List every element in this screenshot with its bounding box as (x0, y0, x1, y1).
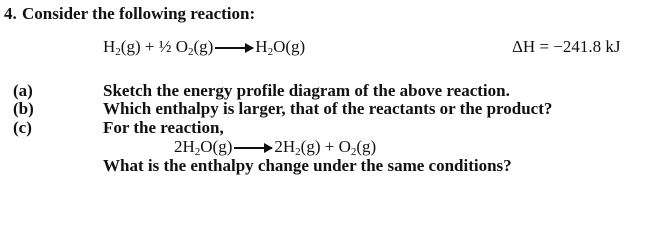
reactant-h2: H (103, 37, 116, 56)
product-subscript: 2 (267, 46, 274, 58)
reverse-reactant: 2H (174, 137, 195, 156)
enthalpy-value: ΔH = −241.8 kJ (512, 37, 621, 56)
part-b-label: (b) (13, 99, 34, 118)
reverse-reactant-subscript: 2 (194, 146, 201, 158)
part-a-label: (a) (13, 81, 33, 100)
reactant-o2-state: (g) (193, 37, 214, 56)
product-h: H (255, 37, 268, 56)
product-rest: O(g) (273, 37, 306, 56)
part-c-label: (c) (13, 118, 32, 137)
question-prompt: Consider the following reaction: (22, 4, 256, 23)
reverse-product-h2-subscript: 2 (295, 146, 301, 158)
reverse-product-o2-subscript: 2 (350, 146, 357, 158)
part-b-text: Which enthalpy is larger, that of the reactants or the product? (103, 99, 553, 118)
part-a-text: Sketch the energy profile diagram of the above reaction. (103, 81, 510, 100)
reverse-reaction-arrow (234, 147, 272, 149)
reactant-h2-state-and-o2: (g) + ½ O (120, 37, 188, 56)
reverse-product-h2: 2H (274, 137, 296, 156)
reactant-h2-subscript: 2 (115, 46, 121, 58)
question-number: 4. (4, 4, 17, 23)
reaction-equation (103, 37, 305, 58)
final-question: What is the enthalpy change under the same conditions? (103, 156, 512, 175)
reverse-reactant-rest: O(g) (200, 137, 233, 156)
reaction-arrow (215, 47, 253, 49)
part-c-text: For the reaction, (103, 118, 224, 137)
reverse-product-o2: (g) + O (300, 137, 351, 156)
reaction-equation-reverse (174, 137, 376, 158)
reactant-o2-subscript: 2 (187, 46, 194, 58)
reverse-product-state: (g) (356, 137, 377, 156)
